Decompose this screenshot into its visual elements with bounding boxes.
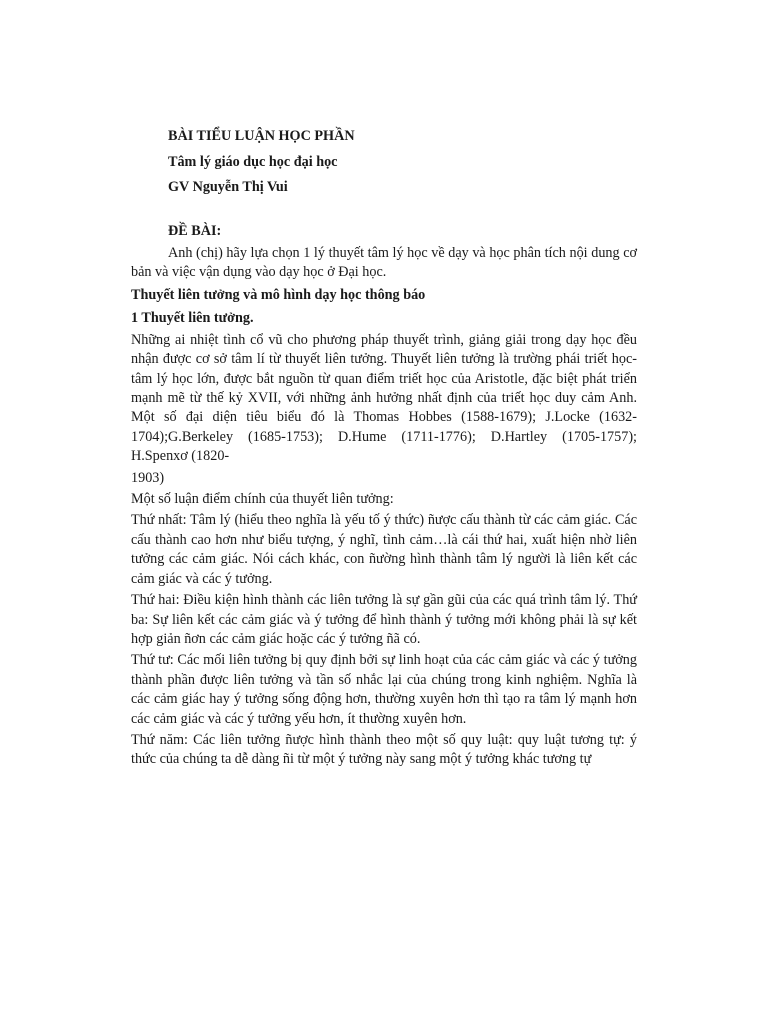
point-1-paragraph: Thứ nhất: Tâm lý (hiểu theo nghĩa là yếu tố ý thức) ñược cấu thành từ các cảm giác. Các cấu thành cao hơn như biểu tượng, ý nghĩ, tình cảm…là cái thứ hai, xuất hiện nhờ liên tưởng các cảm giác. Nói cách khác, con ñường hình thành tâm lý người là liên kết các cảm giác và các ý tưởng. (131, 512, 637, 587)
point-5-paragraph: Thứ năm: Các liên tưởng ñược hình thành theo một số quy luật: quy luật tương tự: ý thức của chúng ta dễ dàng ñi từ một ý tưởng này sang một ý tưởng khác tương tự (131, 731, 637, 768)
section-1-title: 1 Thuyết liên tưởng. (131, 309, 254, 326)
course-name: Tâm lý giáo dục học đại học (168, 153, 338, 170)
assignment-prompt: Anh (chị) hãy lựa chọn 1 lý thuyết tâm lý học về dạy và học phân tích nội dung cơ bản và việc vận dụng vào dạy học ở Đại học. (131, 245, 637, 281)
points-intro: Một số luận điểm chính của thuyết liên tưởng: (131, 491, 394, 508)
document-page (131, 124, 637, 772)
spacer (131, 201, 637, 219)
assignment-label: ĐỀ BÀI: (168, 222, 222, 239)
intro-paragraph-tail: 1903) (131, 469, 165, 486)
topic-title: Thuyết liên tưởng và mô hình dạy học thông báo (131, 286, 426, 303)
point-4-paragraph: Thứ tư: Các mối liên tưởng bị quy định bởi sự linh hoạt của các cảm giác và các ý tưởng thành phần được liên tưởng và tần số nhắc lại của chúng trong kinh nghiệm. Nghĩa là các cảm giác hay ý tưởng sống động hơn, thường xuyên hơn thì tạo ra tâm lý mạnh hơn các cảm giác và các ý tưởng yếu hơn, ít thường xuyên hơn. (131, 652, 637, 727)
point-2-3-paragraph: Thứ hai: Điều kiện hình thành các liên tưởng là sự gần gũi của các quá trình tâm lý. Thứ ba: Sự liên kết các cảm giác và ý tưởng để hình thành ý tưởng mới không phải là sự kết hợp giản ñơn các cảm giác hoặc các ý tưởng ñã có. (131, 592, 637, 647)
lecturer-name: GV Nguyễn Thị Vui (168, 179, 288, 195)
intro-paragraph: Những ai nhiệt tình cổ vũ cho phương pháp thuyết trình, giảng giải trong dạy học đều nhận được cơ sở tâm lí từ thuyết liên tưởng. Thuyết liên tưởng là trường phái triết học-tâm lý học lớn, được bắt nguồn từ quan điểm triết học của Aristotle, đặc biệt phát triển mạnh mẽ từ thế kỷ XVII, với những ảnh hưởng nhất định của triết học duy cảm Anh. Một số đại diện tiêu biểu đó là Thomas Hobbes (1588-1679); J.Locke (1632-1704);G.Berkeley (1685-1753); D.Hume (1711-1776); D.Hartley (1705-1757); H.Spenxơ (1820- (131, 331, 637, 465)
document-title: BÀI TIỂU LUẬN HỌC PHẦN (168, 128, 355, 144)
